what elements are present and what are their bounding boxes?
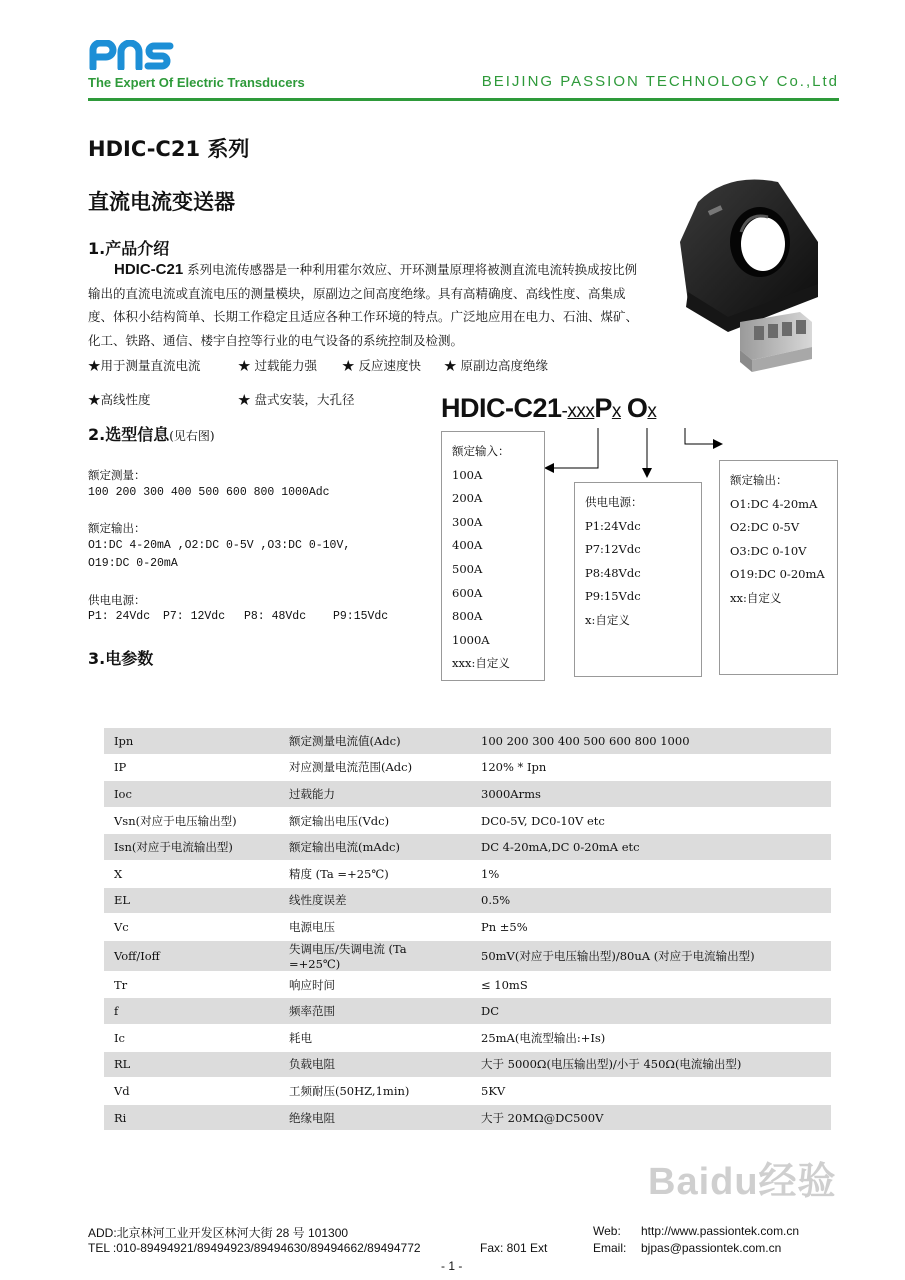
rated-output-line1: O1:DC 4-20mA ,O2:DC 0-5V ,O3:DC 0-10V,: [88, 539, 351, 552]
supply-label: 供电电源：: [88, 593, 146, 607]
company-name: BEIJING PASSION TECHNOLOGY Co.,Ltd: [481, 73, 839, 90]
feature-item: ★高线性度: [88, 392, 151, 407]
param-symbol: Ic: [104, 1024, 279, 1051]
param-name: 额定测量电流值(Adc): [279, 728, 471, 754]
rated-output-item: O19:DC 0-20mA: [730, 567, 825, 582]
param-symbol: Vc: [104, 914, 279, 941]
param-name: 频率范围: [279, 998, 471, 1025]
rated-output-box: [719, 460, 838, 675]
rated-input-title: 额定输入：: [452, 444, 510, 458]
param-value: 大于 5000Ω(电压输出型)/小于 450Ω(电流输出型): [471, 1051, 831, 1078]
param-symbol: Tr: [104, 971, 279, 998]
table-row: [104, 971, 831, 998]
param-name: 电源电压: [279, 914, 471, 941]
param-symbol: RL: [104, 1051, 279, 1078]
rated-measure-label: 额定测量：: [88, 468, 146, 482]
param-name: 负载电阻: [279, 1051, 471, 1078]
product-photo: [668, 172, 828, 376]
model-x2: x: [647, 401, 657, 422]
footer-web-link[interactable]: http://www.passiontek.com.cn: [641, 1224, 800, 1238]
model-x1: x: [611, 401, 621, 422]
rated-input-item: 1000A: [452, 632, 490, 647]
param-value: 1%: [471, 860, 831, 887]
table-row: [104, 834, 831, 861]
param-symbol: Ri: [104, 1104, 279, 1131]
table-row: [104, 754, 831, 781]
rated-input-item: 800A: [452, 609, 483, 624]
param-value: DC: [471, 998, 831, 1025]
param-name: 额定输出电流(mAdc): [279, 834, 471, 861]
param-value: 5KV: [471, 1078, 831, 1105]
rated-input-item: 600A: [452, 585, 483, 600]
watermark: Baidu经验: [648, 1161, 837, 1203]
supply-box-item: x:自定义: [585, 612, 630, 627]
header-divider: [88, 98, 839, 101]
param-symbol: Vd: [104, 1078, 279, 1105]
param-value: 25mA(电流型输出:+Is): [471, 1024, 831, 1051]
series-title: HDIC-C21 系列: [88, 137, 250, 161]
param-name: 绝缘电阻: [279, 1104, 471, 1131]
footer-email-link[interactable]: bjpas@passiontek.com.cn: [641, 1241, 782, 1255]
rated-input-box: [441, 431, 545, 681]
feature-item: ★ 过载能力强: [238, 358, 317, 373]
company-logo: [88, 40, 178, 74]
param-symbol: EL: [104, 887, 279, 914]
param-name: 精度 (Ta =+25℃): [279, 860, 471, 887]
param-name: 失调电压/失调电流 (Ta =+25℃): [279, 940, 471, 971]
footer-email-label: Email:: [593, 1241, 627, 1255]
rated-output-item: O1:DC 4-20mA: [730, 496, 818, 511]
footer-fax: Fax: 801 Ext: [480, 1241, 548, 1255]
intro-lead: HDIC-C21: [114, 261, 184, 278]
selection-arrows: [540, 426, 740, 486]
model-p: P: [594, 393, 612, 423]
table-row: [104, 887, 831, 914]
feature-item: ★用于测量直流电流: [88, 358, 201, 373]
supply-box: [574, 482, 702, 677]
table-row: [104, 807, 831, 834]
table-row: [104, 940, 831, 971]
supply-box-item: P1:24Vdc: [585, 518, 641, 533]
param-value: 3000Arms: [471, 781, 831, 808]
rated-input-item: xxx:自定义: [452, 656, 510, 671]
section2-note: (见右图): [169, 429, 215, 443]
table-row: [104, 1078, 831, 1105]
param-symbol: IP: [104, 754, 279, 781]
section3-heading: 3.电参数: [88, 649, 154, 668]
electrical-params-table: [104, 728, 831, 1131]
param-value: Pn ±5%: [471, 914, 831, 941]
supply-box-item: P7:12Vdc: [585, 542, 641, 557]
supply-value: P9:15Vdc: [333, 610, 389, 623]
rated-input-item: 300A: [452, 514, 483, 529]
footer-address: ADD:北京林河工业开发区林河大街 28 号 101300: [88, 1226, 349, 1240]
product-title: 直流电流变送器: [88, 190, 235, 214]
param-value: DC 4-20mA,DC 0-20mA etc: [471, 834, 831, 861]
rated-output-line2: O19:DC 0-20mA: [88, 557, 178, 570]
table-row: [104, 914, 831, 941]
supply-box-item: P8:48Vdc: [585, 565, 641, 580]
param-value: 120% * Ipn: [471, 754, 831, 781]
rated-input-item: 400A: [452, 538, 483, 553]
param-name: 工频耐压(50HZ,1min): [279, 1078, 471, 1105]
table-row: [104, 860, 831, 887]
rated-output-item: O2:DC 0-5V: [730, 520, 800, 535]
supply-box-title: 供电电源：: [585, 495, 643, 509]
param-value: DC0-5V, DC0-10V etc: [471, 807, 831, 834]
param-name: 过载能力: [279, 781, 471, 808]
param-value: 50mV(对应于电压输出型)/80uA (对应于电流输出型): [471, 940, 831, 971]
section1-heading: 1.产品介绍: [88, 239, 170, 258]
rated-input-item: 100A: [452, 467, 483, 482]
param-name: 耗电: [279, 1024, 471, 1051]
page-number: - 1 -: [441, 1259, 463, 1273]
param-symbol: X: [104, 860, 279, 887]
supply-box-item: P9:15Vdc: [585, 589, 641, 604]
param-value: 0.5%: [471, 887, 831, 914]
param-name: 响应时间: [279, 971, 471, 998]
model-dash: -: [561, 401, 568, 422]
supply-value: P1: 24Vdc: [88, 610, 151, 623]
footer-web-label: Web:: [593, 1224, 621, 1238]
supply-value: P7: 12Vdc: [163, 610, 226, 623]
rated-input-item: 200A: [452, 491, 483, 506]
model-prefix: HDIC-C21: [441, 393, 562, 423]
rated-output-label: 额定输出：: [88, 521, 146, 535]
rated-output-title: 额定输出：: [730, 473, 788, 487]
param-symbol: Vsn(对应于电压输出型): [104, 807, 279, 834]
section2-title: 2.选型信息: [88, 425, 170, 444]
model-o: O: [626, 393, 648, 423]
param-name: 额定输出电压(Vdc): [279, 807, 471, 834]
section2-heading: [88, 422, 215, 445]
param-symbol: Voff/Ioff: [104, 940, 279, 971]
table-row: [104, 998, 831, 1025]
param-value: 大于 20MΩ@DC500V: [471, 1104, 831, 1131]
feature-item: ★ 反应速度快: [342, 358, 421, 373]
tagline: The Expert Of Electric Transducers: [88, 75, 305, 90]
rated-output-item: xx:自定义: [730, 590, 782, 605]
rated-input-item: 500A: [452, 561, 483, 576]
param-symbol: f: [104, 998, 279, 1025]
table-row: [104, 728, 831, 754]
rated-output-item: O3:DC 0-10V: [730, 543, 807, 558]
table-row: [104, 781, 831, 808]
model-code: [441, 393, 656, 424]
param-name: 线性度误差: [279, 887, 471, 914]
rated-measure-values: 100 200 300 400 500 600 800 1000Adc: [88, 486, 330, 499]
table-row: [104, 1051, 831, 1078]
table-row: [104, 1104, 831, 1131]
param-symbol: Ipn: [104, 728, 279, 754]
supply-value: P8: 48Vdc: [244, 610, 307, 623]
param-name: 对应测量电流范围(Adc): [279, 754, 471, 781]
param-symbol: Ioc: [104, 781, 279, 808]
feature-item: ★ 盘式安装，大孔径: [238, 392, 355, 407]
param-value: 100 200 300 400 500 600 800 1000: [471, 728, 831, 754]
param-value: ≤ 10mS: [471, 971, 831, 998]
footer-tel: TEL :010-89494921/89494923/89494630/89494662/89494772: [88, 1241, 421, 1255]
intro-paragraph: [88, 258, 643, 352]
table-row: [104, 1024, 831, 1051]
model-xxx: xxx: [567, 401, 595, 422]
intro-body: 系列电流传感器是一种利用霍尔效应、开环测量原理将被测直流电流转换成按比例输出的直流电流或直流电压的测量模块，原副边之间高度绝缘。具有高精确度、高线性度、高集成度、体积小结构简单、长期工作稳定且适应各种工作环境的特点。广泛地应用在电力、石油、煤矿、化工、铁路、通信、楼宇自控等行业的电气设备的系统控制及检测。: [88, 262, 639, 348]
param-symbol: Isn(对应于电流输出型): [104, 834, 279, 861]
feature-item: ★ 原副边高度绝缘: [444, 358, 548, 373]
